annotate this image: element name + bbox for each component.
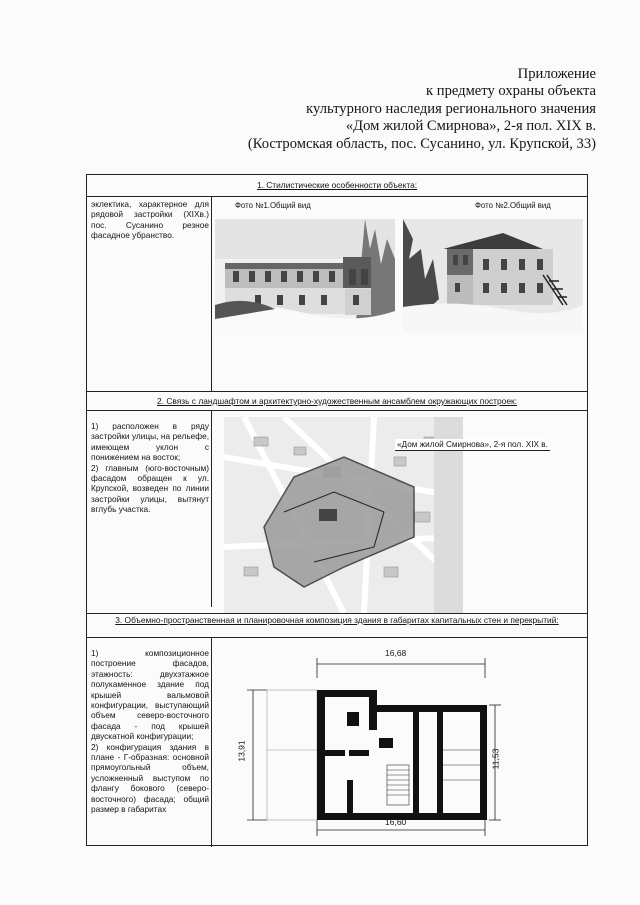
column-divider <box>211 410 212 607</box>
protection-table <box>86 174 588 846</box>
header-line-3: культурного наследия регионального значения <box>306 100 596 117</box>
photo1-caption: Фото №1.Общий вид <box>235 201 311 210</box>
floor-plan-drawing <box>237 650 577 846</box>
photo2-caption: Фото №2.Общий вид <box>475 201 551 210</box>
section3-text: 1) композиционное построение фасадов, этажность: двухэтажное полукаменное здание под крышей вальмовой конфигурации, выступающий объем северо-восточного фасада - под крышей двускатной конфигурации; 2) конфигурация здания в плане - Г-образная: основной прямоугольный объем, усложненный выступом по флангу бокового (северо-восточного) фасада; общий размер в габаритах <box>91 648 209 815</box>
section2-title: 2. Связь с ландшафтом и архитектурно-художественным ансамблем окружающих построек: <box>87 392 587 411</box>
header-line-2: к предмету охраны объекта <box>426 83 596 100</box>
dimension-right: 11,53 <box>490 748 501 770</box>
section3-title: 3. Объемно-пространственная и планировочная композиция здания в габаритах капитальных стен и перекрытий: <box>87 615 587 638</box>
document-header <box>248 66 596 153</box>
section1-text: эклектика, характерное для рядовой застройки (XIXв.) пос. Сусанино резное фасадное убранство. <box>91 199 209 241</box>
section2-text: 1) расположен в ряду застройки улицы, на рельефе, имеющем уклон с понижением на восток; 2) главным (юго-восточным) фасадом обращен к ул. Крупской, возведен по линии застройки улицы, вытянут вглубь участка. <box>91 421 209 515</box>
header-line-1: Приложение <box>517 66 596 82</box>
section1-title: 1. Стилистические особенности объекта: <box>87 175 587 197</box>
map-callout-label: «Дом жилой Смирнова», 2-я пол. XIX в. <box>397 440 548 449</box>
dimension-bottom: 16,60 <box>385 817 407 827</box>
header-line-4: «Дом жилой Смирнова», 2-я пол. XIX в. <box>345 118 596 135</box>
column-divider <box>211 638 212 847</box>
house-photo-2 <box>403 219 583 333</box>
header-line-5: (Костромская область, пос. Сусанино, ул. Крупской, 33) <box>247 135 596 152</box>
house-photo-1 <box>215 219 395 333</box>
photo-2 <box>403 219 583 333</box>
floor-plan <box>237 650 577 846</box>
row-divider <box>87 613 587 614</box>
dimension-left: 13,91 <box>236 740 247 762</box>
dimension-top: 16,68 <box>385 648 407 658</box>
column-divider <box>211 196 212 391</box>
photo-1 <box>215 219 395 333</box>
